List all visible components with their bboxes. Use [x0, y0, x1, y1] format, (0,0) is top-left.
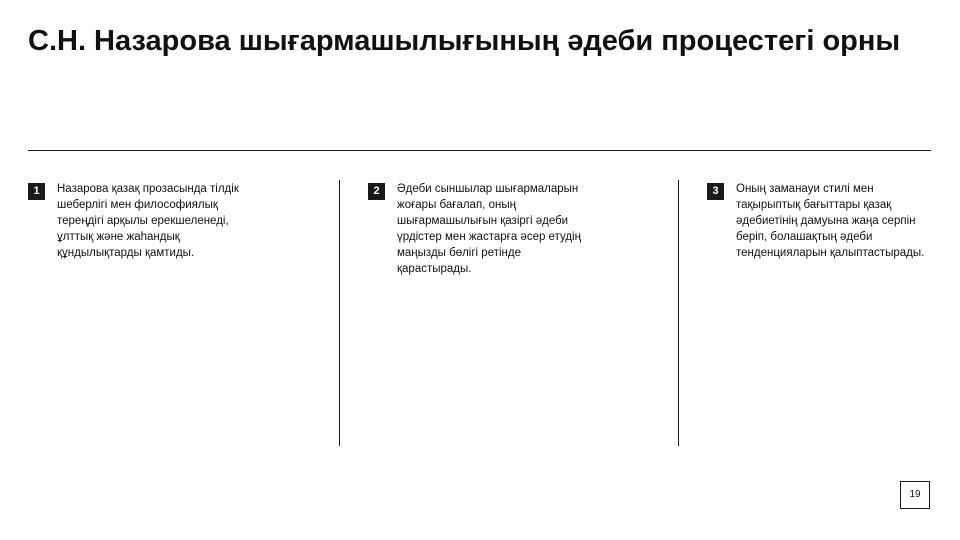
title-divider — [28, 150, 931, 151]
point-text: Әдеби сыншылар шығармаларын жоғары бағалап, оның шығармашылығын қазіргі әдеби үрдістер мен жастарға әсер етудің маңызды бөлігі ретінде қарастырады. — [397, 183, 581, 275]
point-text: Оның заманауи стилі мен тақырыптық бағыттары қазақ әдебиетінің дамуына жаңа серпін беріп, болашақтың әдеби тенденцияларын қалыптастырады. — [736, 183, 925, 259]
point-text: Назарова қазақ прозасында тілдік шеберлігі мен философиялық тереңдігі арқылы ерекшеленеді, ұлттық және жаһандық құндылықтарды қамтиды. — [57, 183, 239, 259]
point-number-badge: 1 — [28, 183, 45, 200]
column-divider — [339, 180, 340, 446]
point-number-badge: 3 — [707, 183, 724, 200]
page-number: 19 — [900, 481, 930, 509]
column-divider — [678, 180, 679, 446]
slide-title: С.Н. Назарова шығармашылығының әдеби процестегі орны — [28, 25, 901, 57]
point-number-badge: 2 — [368, 183, 385, 200]
